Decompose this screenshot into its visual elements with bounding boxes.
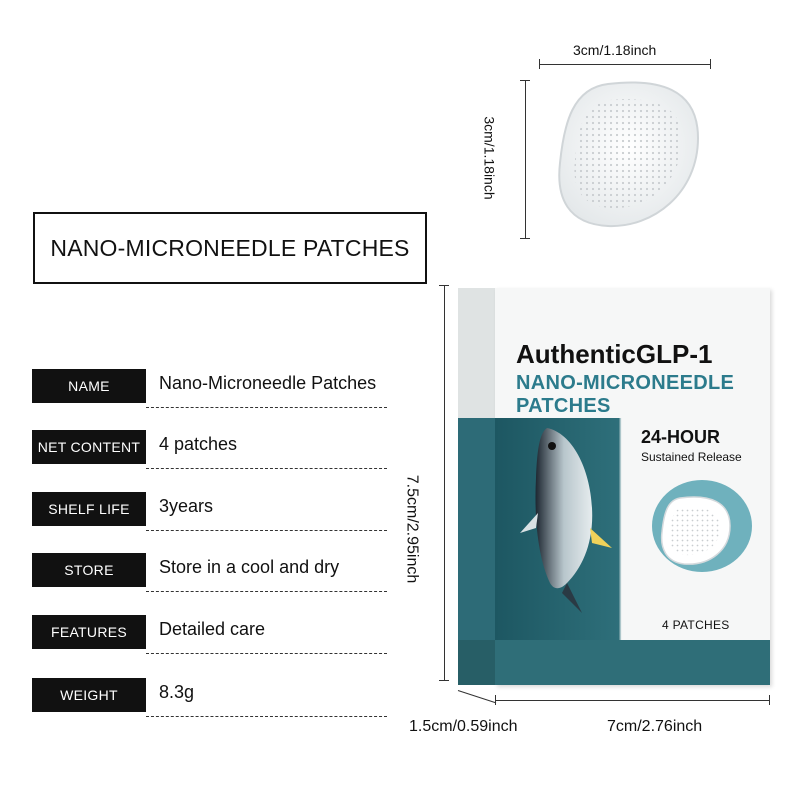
spec-label: NET CONTENT (32, 430, 146, 464)
spec-row-name (32, 369, 387, 403)
divider (146, 653, 387, 654)
spec-row-shelf-life (32, 492, 387, 526)
divider (146, 591, 387, 592)
box-height-tick-bottom (439, 680, 449, 681)
spec-value: 4 patches (159, 434, 238, 454)
spec-row-net-content (32, 430, 387, 464)
box-count: 4 PATCHES (662, 618, 730, 632)
divider (146, 468, 387, 469)
spec-label: NAME (32, 369, 146, 403)
divider (146, 407, 387, 408)
patch-height-tick-bottom (520, 238, 530, 239)
spec-value: 3years (159, 496, 214, 516)
divider (146, 716, 387, 717)
fish-image (512, 418, 617, 618)
box-patch-graphic (640, 478, 752, 572)
box-bottom-band (495, 640, 770, 685)
spec-label: SHELF LIFE (32, 492, 146, 526)
spec-value: Store in a cool and dry (159, 557, 340, 577)
spec-row-features (32, 615, 387, 649)
patch-height-label: 3cm/1.18inch (481, 116, 498, 200)
box-release-text: Sustained Release (641, 450, 742, 464)
box-side-band (458, 640, 495, 685)
box-depth-line (458, 690, 496, 703)
spec-row-weight (32, 678, 387, 712)
box-depth-label: 1.5cm/0.59inch (409, 718, 518, 735)
box-subtitle-line2: PATCHES (516, 395, 611, 417)
box-height-tick-top (439, 285, 449, 286)
box-width-tick-right (769, 695, 770, 705)
spec-value: Nano-Microneedle Patches (159, 373, 377, 393)
spec-label: FEATURES (32, 615, 146, 649)
patch-width-tick-right (710, 59, 711, 69)
product-title: NANO-MICRONEEDLE PATCHES (50, 234, 410, 261)
product-title-box (33, 212, 427, 284)
box-side-teal (458, 418, 495, 640)
spec-label: STORE (32, 553, 146, 587)
spec-value: Detailed care (159, 619, 266, 639)
patch-width-label: 3cm/1.18inch (573, 42, 657, 58)
patch-image (548, 78, 708, 238)
patch-width-line (539, 64, 710, 65)
spec-row-store (32, 553, 387, 587)
box-height-line (444, 285, 445, 680)
spec-label: WEIGHT (32, 678, 146, 712)
box-hour-claim: 24-HOUR (641, 427, 721, 447)
patch-height-tick-top (520, 80, 530, 81)
box-height-label: 7.5cm/2.95inch (403, 474, 421, 584)
box-width-tick-left (495, 695, 496, 705)
divider (146, 530, 387, 531)
box-width-label: 7cm/2.76inch (607, 718, 703, 735)
patch-width-tick-left (539, 59, 540, 69)
box-brand: AuthenticGLP-1 (516, 339, 713, 369)
box-subtitle-line1: NANO-MICRONEEDLE (516, 372, 735, 394)
patch-height-line (525, 80, 526, 238)
box-width-line (495, 700, 770, 701)
spec-value: 8.3g (159, 682, 195, 702)
